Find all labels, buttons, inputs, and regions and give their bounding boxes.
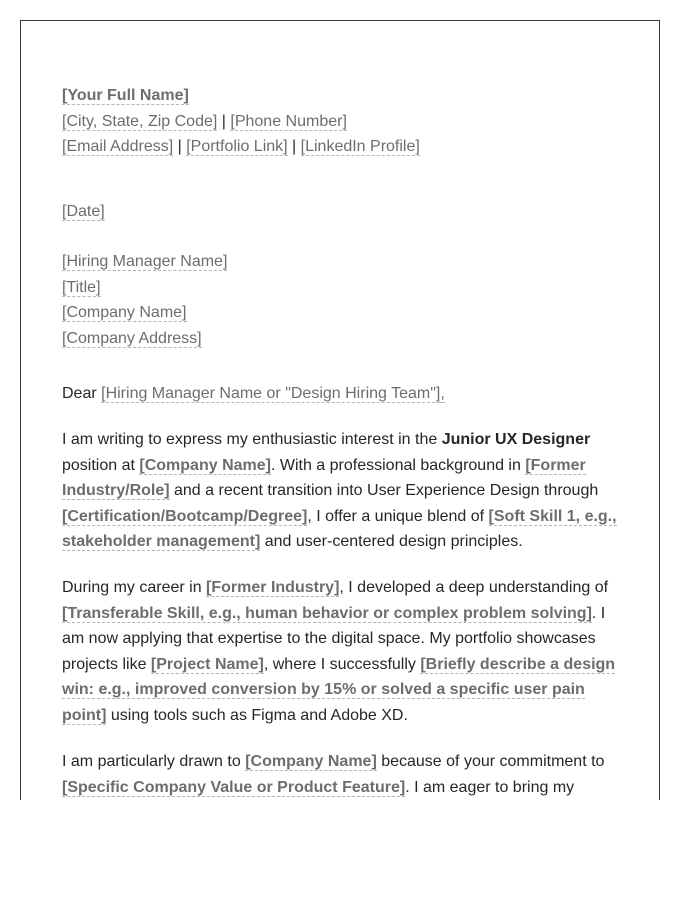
- para1-text-6: and user-centered design principles.: [260, 533, 523, 551]
- former-industry-placeholder[interactable]: [Former Industry]: [206, 579, 340, 596]
- design-win-placeholder[interactable]: [Briefly describe a design win: e.g., improved conversion by 15% or solved a specific user pain point]: [62, 655, 616, 724]
- recipient-name[interactable]: [Hiring Manager Name]: [62, 253, 228, 270]
- sender-email[interactable]: [Email Address]: [62, 138, 174, 156]
- sender-phone[interactable]: [Phone Number]: [230, 112, 347, 130]
- para2-text-4: , where I successfully: [263, 655, 421, 673]
- para2-text-2: , I developed a deep understanding of: [339, 579, 609, 596]
- para1-text-4: and a recent transition into User Experience Design through: [169, 482, 599, 500]
- salutation: [62, 381, 445, 407]
- company-value-placeholder[interactable]: [Specific Company Value or Product Feature]: [62, 778, 406, 796]
- sender-header: [62, 83, 420, 160]
- paragraph-intro: [62, 427, 627, 555]
- recipient-title-line: [62, 275, 227, 301]
- sender-city-state-zip[interactable]: [City, State, Zip Code]: [62, 112, 218, 130]
- salutation-suffix: ,: [440, 385, 445, 402]
- sender-full-name[interactable]: [Your Full Name]: [62, 87, 189, 104]
- sender-portfolio[interactable]: [Portfolio Link]: [186, 138, 288, 156]
- soft-skill-placeholder[interactable]: [Soft Skill 1, e.g., stakeholder management]: [62, 507, 617, 551]
- date-placeholder[interactable]: [Date]: [62, 203, 105, 220]
- para1-text-5: , I offer a unique blend of: [307, 507, 489, 525]
- sender-name-line: [62, 83, 420, 109]
- separator: |: [287, 138, 301, 156]
- former-role-placeholder[interactable]: [Former Industry/Role]: [62, 456, 586, 500]
- sender-linkedin[interactable]: [LinkedIn Profile]: [300, 138, 420, 156]
- company-name-placeholder-2[interactable]: [Company Name]: [245, 753, 377, 770]
- recipient-block: [62, 249, 227, 351]
- recipient-company[interactable]: [Company Name]: [62, 304, 187, 322]
- salutation-name[interactable]: [Hiring Manager Name or "Design Hiring Team"]: [101, 385, 441, 402]
- para1-text-2: position at: [62, 456, 140, 474]
- separator: |: [173, 138, 187, 156]
- para2-text-1: During my career in: [62, 579, 207, 596]
- para3-text-3: . I am eager to bring my: [405, 778, 575, 796]
- salutation-prefix: Dear: [62, 385, 102, 402]
- job-role: Junior UX Designer: [441, 431, 591, 448]
- para3-text-2: because of your commitment to: [376, 753, 605, 770]
- cover-letter-page: [20, 20, 660, 800]
- para3-text-1: I am particularly drawn to: [62, 753, 246, 770]
- para2-text-5: using tools such as Figma and Adobe XD.: [106, 706, 408, 724]
- para2-text-3: . I am now applying that expertise to the digital space. My portfolio showcases projects like: [62, 604, 606, 673]
- transferable-skill-placeholder[interactable]: [Transferable Skill, e.g., human behavior or complex problem solving]: [62, 604, 592, 622]
- separator: |: [217, 112, 231, 130]
- date-block: [62, 199, 105, 225]
- para1-text-1: I am writing to express my enthusiastic interest in the: [62, 431, 442, 448]
- recipient-address-line: [62, 326, 227, 352]
- company-name-placeholder[interactable]: [Company Name]: [139, 456, 271, 474]
- paragraph-company-fit: [62, 749, 627, 800]
- recipient-title[interactable]: [Title]: [62, 278, 101, 296]
- paragraph-experience: [62, 575, 627, 729]
- recipient-company-line: [62, 300, 227, 326]
- sender-contact-line: [62, 134, 420, 160]
- project-name-placeholder[interactable]: [Project Name]: [150, 655, 264, 673]
- certification-placeholder[interactable]: [Certification/Bootcamp/Degree]: [62, 507, 308, 525]
- recipient-name-line: [62, 249, 227, 275]
- para1-text-3: . With a professional background in: [270, 456, 526, 474]
- sender-location-line: [62, 109, 420, 135]
- date-line: [62, 199, 105, 225]
- recipient-address[interactable]: [Company Address]: [62, 329, 202, 347]
